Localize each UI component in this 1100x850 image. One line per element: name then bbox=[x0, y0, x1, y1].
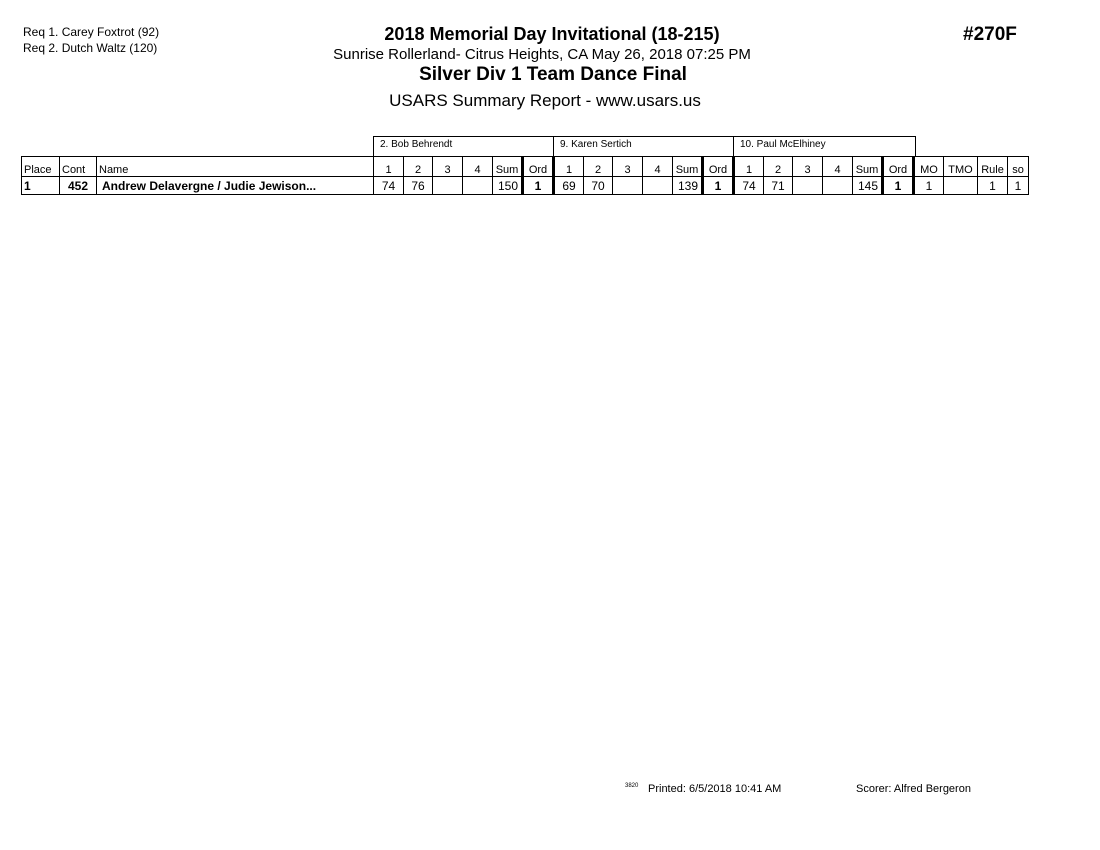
printed-timestamp: Printed: 6/5/2018 10:41 AM bbox=[648, 783, 782, 795]
requirement-2-prefix: Req 2. bbox=[23, 41, 59, 55]
competition-location: Sunrise Rollerland- Citrus Heights, CA May 26, 2018 07:25 PM bbox=[333, 46, 751, 63]
j2-sum: 139 bbox=[673, 177, 703, 195]
table-row bbox=[22, 177, 1029, 195]
col-j2-dance-1: 1 bbox=[554, 157, 584, 177]
col-j1-dance-1: 1 bbox=[374, 157, 404, 177]
col-j2-dance-3: 3 bbox=[613, 157, 643, 177]
j1-score-2: 76 bbox=[404, 177, 433, 195]
col-j1-dance-4: 4 bbox=[463, 157, 493, 177]
col-j2-dance-4: 4 bbox=[643, 157, 673, 177]
judge-2-header: 9. Karen Sertich bbox=[553, 136, 734, 156]
j3-ord: 1 bbox=[883, 177, 914, 195]
j3-score-4 bbox=[823, 177, 853, 195]
j1-score-3 bbox=[433, 177, 463, 195]
competition-title: 2018 Memorial Day Invitational (18-215) bbox=[384, 24, 720, 44]
so-cell: 1 bbox=[1008, 177, 1029, 195]
col-tmo: TMO bbox=[944, 157, 978, 177]
j3-score-3 bbox=[793, 177, 823, 195]
col-j3-sum: Sum bbox=[853, 157, 883, 177]
j3-score-1: 74 bbox=[734, 177, 764, 195]
requirement-2-dance: Dutch Waltz (120) bbox=[61, 41, 158, 55]
table-header-row bbox=[22, 157, 1029, 177]
name-cell: Andrew Delavergne / Judie Jewison... bbox=[97, 177, 374, 195]
tmo-cell bbox=[944, 177, 978, 195]
j2-score-3 bbox=[613, 177, 643, 195]
mo-cell: 1 bbox=[914, 177, 944, 195]
col-j3-ord: Ord bbox=[883, 157, 914, 177]
col-j3-dance-1: 1 bbox=[734, 157, 764, 177]
col-j1-dance-2: 2 bbox=[404, 157, 433, 177]
j1-sum: 150 bbox=[493, 177, 523, 195]
j2-score-4 bbox=[643, 177, 673, 195]
col-j1-dance-3: 3 bbox=[433, 157, 463, 177]
j3-sum: 145 bbox=[853, 177, 883, 195]
col-j3-dance-4: 4 bbox=[823, 157, 853, 177]
scorer-name: Scorer: Alfred Bergeron bbox=[856, 783, 971, 795]
j3-score-2: 71 bbox=[764, 177, 793, 195]
event-title: Silver Div 1 Team Dance Final bbox=[419, 64, 687, 85]
place-cell: 1 bbox=[22, 177, 60, 195]
col-rule: Rule bbox=[978, 157, 1008, 177]
results-table bbox=[21, 156, 1029, 195]
col-j2-sum: Sum bbox=[673, 157, 703, 177]
j2-score-1: 69 bbox=[554, 177, 584, 195]
judge-1-header: 2. Bob Behrendt bbox=[373, 136, 554, 156]
col-mo: MO bbox=[914, 157, 944, 177]
j1-ord: 1 bbox=[523, 177, 554, 195]
report-code: 3820 bbox=[625, 783, 639, 789]
event-number: #270F bbox=[963, 24, 1017, 45]
col-so: so bbox=[1008, 157, 1029, 177]
rule-cell: 1 bbox=[978, 177, 1008, 195]
col-cont: Cont bbox=[60, 157, 97, 177]
requirement-1 bbox=[23, 25, 159, 40]
col-j1-ord: Ord bbox=[523, 157, 554, 177]
col-j2-dance-2: 2 bbox=[584, 157, 613, 177]
cont-cell: 452 bbox=[60, 177, 97, 195]
col-name: Name bbox=[97, 157, 374, 177]
report-title: USARS Summary Report - www.usars.us bbox=[389, 91, 701, 110]
judge-3-header: 10. Paul McElhiney bbox=[733, 136, 916, 156]
requirement-1-dance: Carey Foxtrot (92) bbox=[61, 25, 160, 39]
requirement-1-prefix: Req 1. bbox=[23, 25, 59, 39]
col-place: Place bbox=[22, 157, 60, 177]
col-j3-dance-3: 3 bbox=[793, 157, 823, 177]
j1-score-4 bbox=[463, 177, 493, 195]
col-j1-sum: Sum bbox=[493, 157, 523, 177]
j2-score-2: 70 bbox=[584, 177, 613, 195]
j1-score-1: 74 bbox=[374, 177, 404, 195]
j2-ord: 1 bbox=[703, 177, 734, 195]
col-j2-ord: Ord bbox=[703, 157, 734, 177]
col-j3-dance-2: 2 bbox=[764, 157, 793, 177]
requirement-2 bbox=[23, 41, 157, 56]
